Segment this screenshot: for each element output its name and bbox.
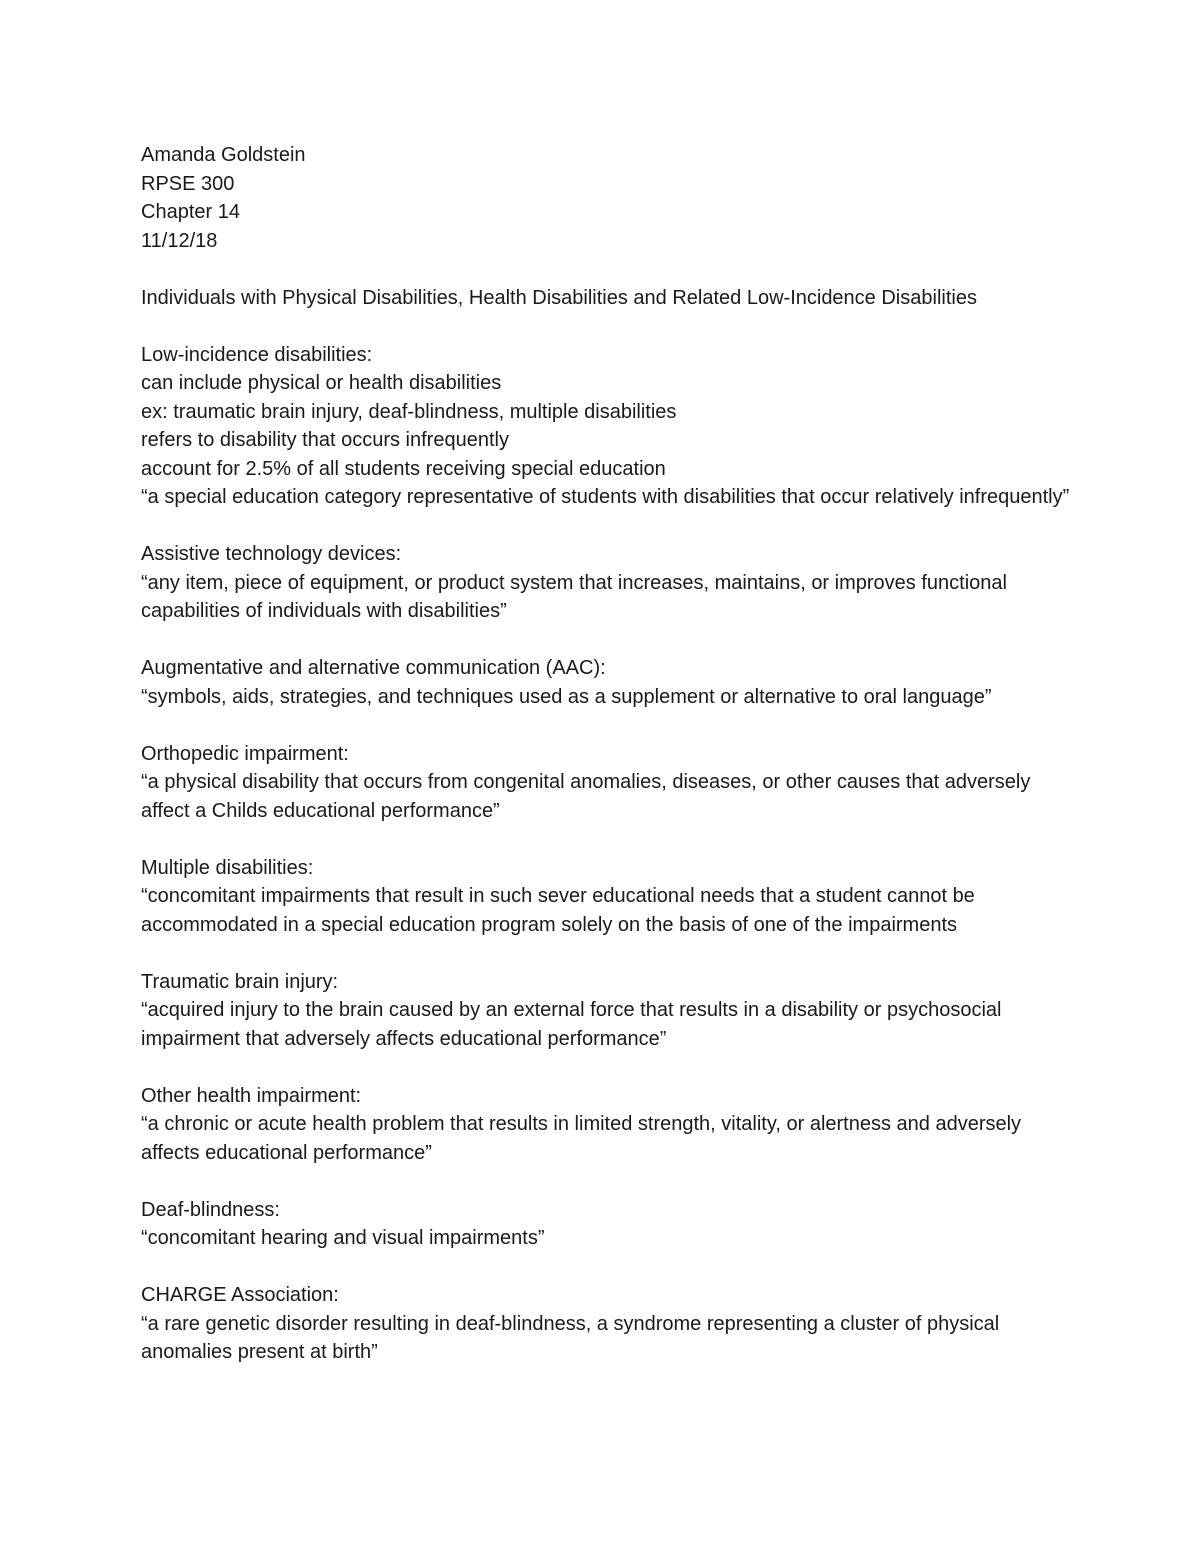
section-heading: Other health impairment:: [141, 1084, 362, 1107]
section-line: account for 2.5% of all students receiving special education: [141, 457, 666, 480]
section-heading: Augmentative and alternative communication (AAC):: [141, 657, 606, 679]
section-heading: Multiple disabilities:: [141, 856, 314, 879]
document-date: 11/12/18: [141, 229, 218, 252]
section-line: ex: traumatic brain injury, deaf-blindness, multiple disabilities: [141, 400, 677, 423]
section-definition: “a special education category representative of students with disabilities that occur relatively infrequently”: [141, 486, 1070, 508]
section-traumatic-brain-injury: [141, 968, 1081, 1054]
spacer: [141, 939, 1081, 968]
section-heading: Deaf-blindness:: [141, 1198, 280, 1221]
section-line: can include physical or health disabilities: [141, 372, 502, 394]
section-other-health-impairment: [141, 1082, 1081, 1168]
document-page: [141, 141, 1081, 1367]
spacer: [141, 1053, 1081, 1082]
section-heading: CHARGE Association:: [141, 1284, 339, 1306]
section-definition: “symbols, aids, strategies, and techniques used as a supplement or alternative to oral language”: [141, 685, 992, 708]
spacer: [141, 711, 1081, 740]
spacer: [141, 1167, 1081, 1196]
section-definition: “a physical disability that occurs from congenital anomalies, diseases, or other causes that adversely affect a Childs educational performance”: [141, 771, 1031, 822]
spacer: [141, 312, 1081, 341]
spacer: [141, 626, 1081, 655]
section-definition: “a rare genetic disorder resulting in deaf-blindness, a syndrome representing a cluster of physical anomalies present at birth”: [141, 1312, 1000, 1363]
author-name: Amanda Goldstein: [141, 144, 306, 166]
document-title: Individuals with Physical Disabilities, Health Disabilities and Related Low-Incidence Disabilities: [141, 286, 977, 309]
section-heading: Traumatic brain injury:: [141, 970, 339, 993]
spacer: [141, 255, 1081, 284]
spacer: [141, 825, 1081, 854]
section-low-incidence-disabilities: [141, 341, 1081, 512]
section-heading: Assistive technology devices:: [141, 543, 402, 565]
course-code: RPSE 300: [141, 172, 235, 195]
spacer: [141, 1253, 1081, 1282]
section-aac: [141, 654, 1081, 711]
section-deaf-blindness: [141, 1196, 1081, 1253]
section-definition: “concomitant impairments that result in such sever educational needs that a student cannot be accommodated in a special education program solely on the basis of one of the impairments: [141, 885, 975, 936]
spacer: [141, 512, 1081, 541]
section-heading: Orthopedic impairment:: [141, 742, 349, 765]
section-heading: Low-incidence disabilities:: [141, 343, 373, 366]
section-multiple-disabilities: [141, 854, 1081, 940]
section-definition: “any item, piece of equipment, or product system that increases, maintains, or improves functional capabilities of individuals with disabilities”: [141, 571, 1007, 622]
section-definition: “a chronic or acute health problem that results in limited strength, vitality, or alertness and adversely affects educational performance”: [141, 1113, 1022, 1164]
section-definition: “concomitant hearing and visual impairments”: [141, 1227, 545, 1249]
chapter-label: Chapter 14: [141, 201, 240, 223]
section-definition: “acquired injury to the brain caused by an external force that results in a disability or psychosocial impairment that adversely affects educational performance”: [141, 999, 1002, 1050]
section-line: refers to disability that occurs infrequently: [141, 429, 509, 451]
section-orthopedic-impairment: [141, 740, 1081, 826]
section-charge-association: [141, 1281, 1081, 1367]
section-assistive-technology-devices: [141, 540, 1081, 626]
